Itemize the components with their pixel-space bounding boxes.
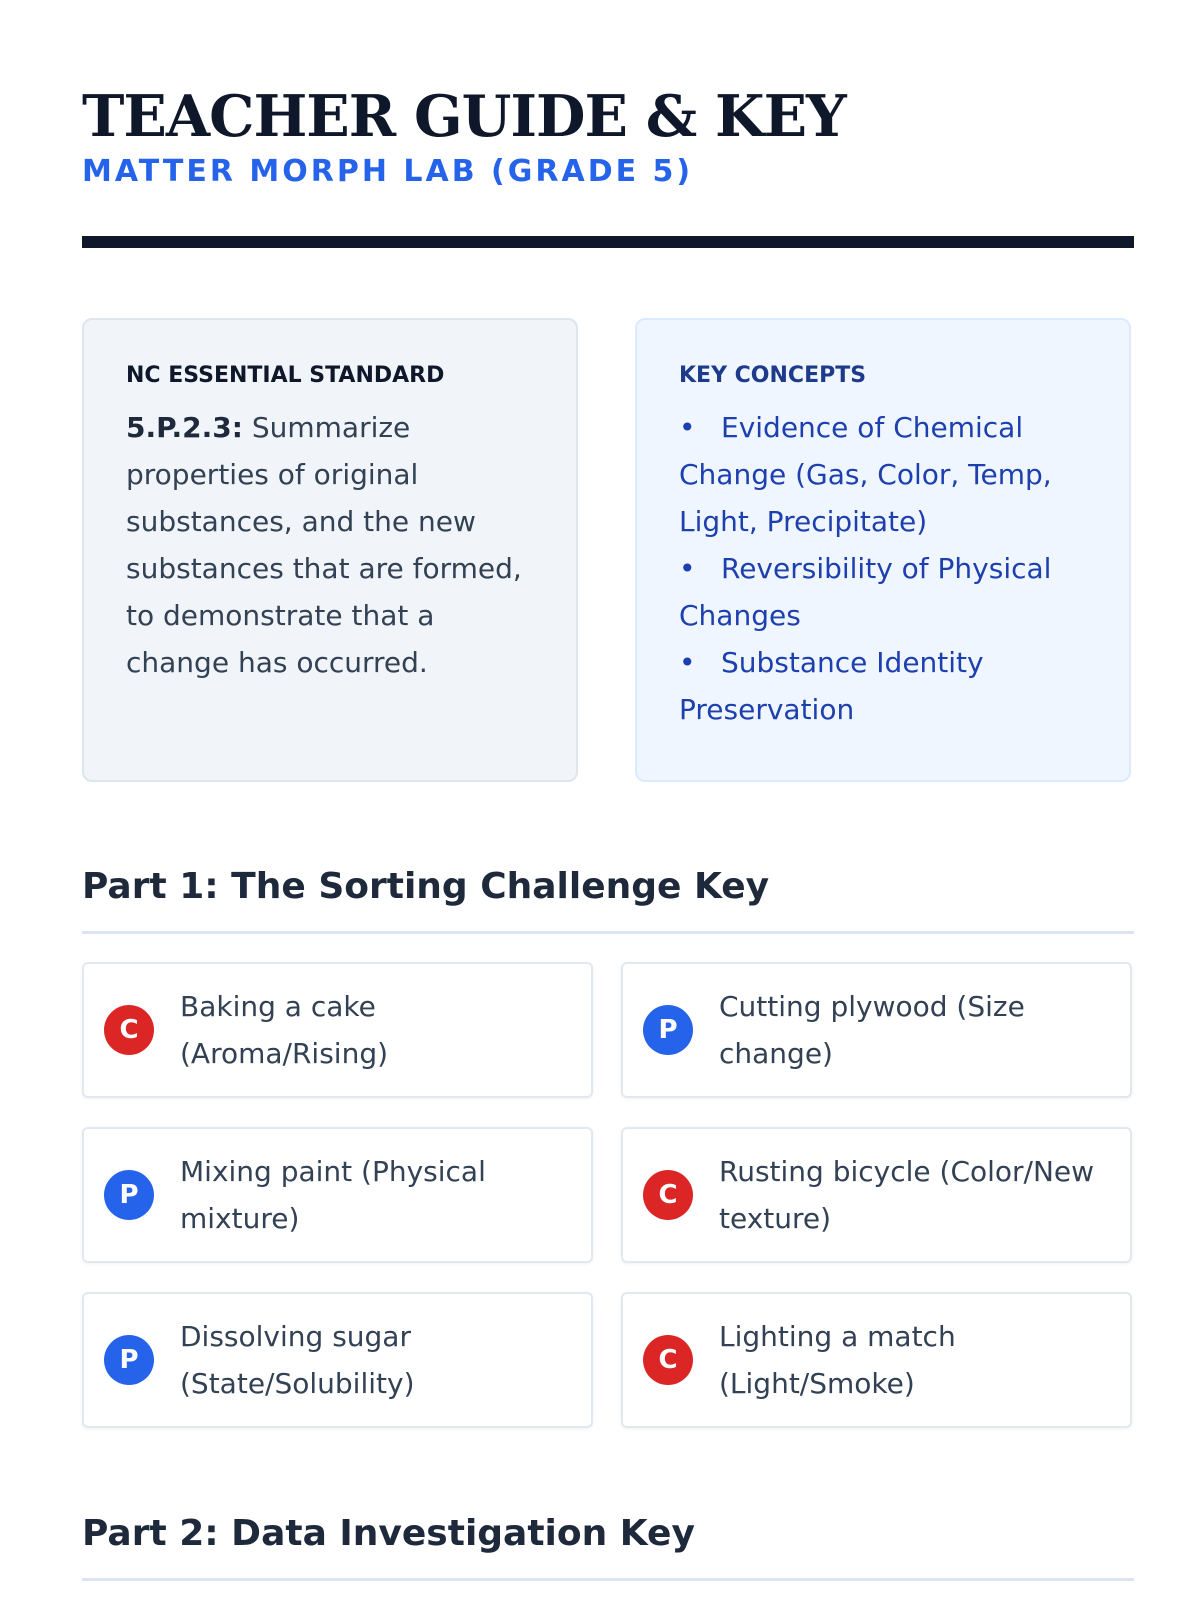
sorting-card [621,1127,1132,1263]
chemical-badge: C [104,1005,154,1055]
sorting-card [82,1292,593,1428]
sorting-card [621,962,1132,1098]
key-concept-item: • Evidence of Chemical Change (Gas, Color, Temp, Light, Precipitate) [679,404,1087,545]
page-subtitle: MATTER MORPH LAB (GRADE 5) [82,154,694,189]
key-concepts-label: KEY CONCEPTS [679,363,867,388]
physical-badge: P [104,1335,154,1385]
part1-divider [82,931,1134,934]
part2-heading: Part 2: Data Investigation Key [82,1513,695,1554]
sorting-card-text: Mixing paint (Physical mixture) [180,1155,486,1235]
chemical-badge: C [643,1335,693,1385]
physical-badge: P [643,1005,693,1055]
sorting-card-text: Rusting bicycle (Color/New texture) [719,1155,1095,1235]
key-concepts-list [679,404,1087,733]
sorting-card [82,962,593,1098]
physical-badge: P [104,1170,154,1220]
sorting-card [82,1127,593,1263]
key-concepts-box [635,318,1131,782]
standard-code: 5.P.2.3: [126,411,243,444]
sorting-card-text: Dissolving sugar (State/Solubility) [180,1320,415,1400]
standard-description: Summarize properties of original substances, and the new substances that are formed, to demonstrate that a change has occurred. [126,411,522,679]
key-concept-item: • Substance Identity Preservation [679,639,1087,733]
sorting-card [621,1292,1132,1428]
chemical-badge: C [643,1170,693,1220]
standard-label: NC ESSENTIAL STANDARD [126,363,445,388]
standard-box [82,318,578,782]
sorting-card-text: Cutting plywood (Size change) [719,990,1025,1070]
sorting-card-text: Baking a cake (Aroma/Rising) [180,990,389,1070]
key-concept-item: • Reversibility of Physical Changes [679,545,1087,639]
part1-heading: Part 1: The Sorting Challenge Key [82,866,770,907]
header-divider [82,236,1134,248]
page-title: TEACHER GUIDE & KEY [82,83,846,150]
teacher-guide-page [82,0,1134,1600]
sorting-card-text: Lighting a match (Light/Smoke) [719,1320,956,1400]
part2-divider [82,1578,1134,1581]
standard-text [126,404,534,686]
